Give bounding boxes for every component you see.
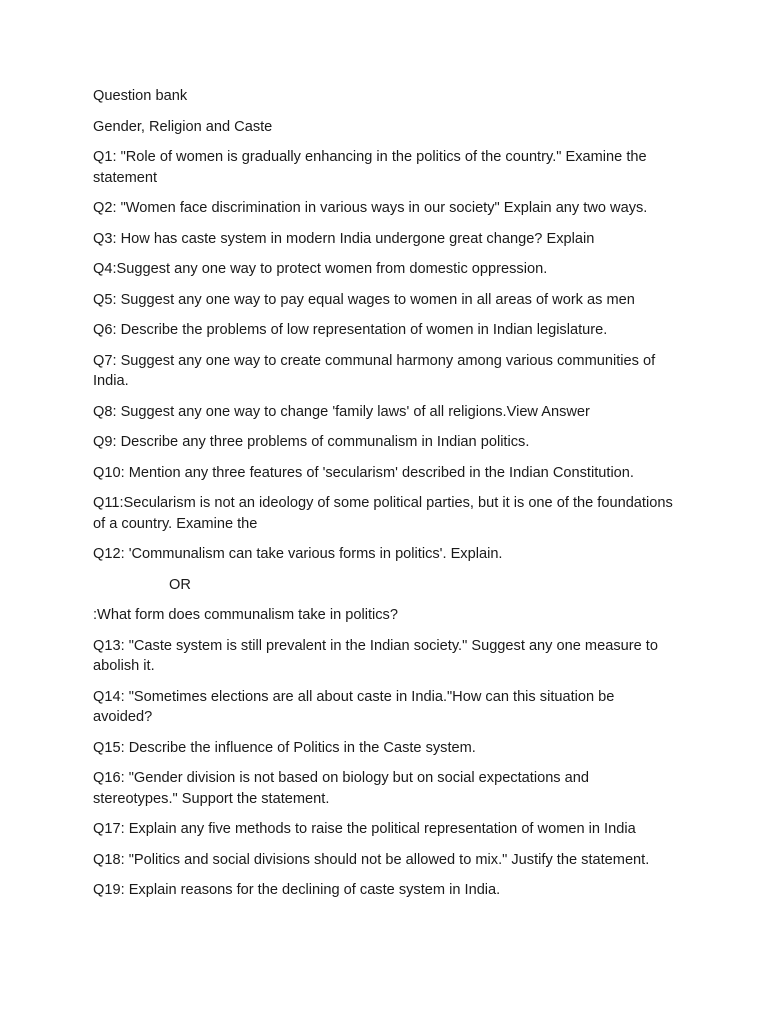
question-q8: Q8: Suggest any one way to change 'family laws' of all religions.View Answer <box>93 403 590 420</box>
question-q6: Q6: Describe the problems of low representation of women in Indian legislature. <box>93 322 608 338</box>
question-q16: Q16: "Gender division is not based on biology but on social expectations and stereotypes." Support the statement. <box>93 770 590 807</box>
question-q18: Q18: "Politics and social divisions should not be allowed to mix." Justify the statement. <box>93 851 650 868</box>
or-separator: OR <box>169 576 191 593</box>
question-q2: Q2: "Women face discrimination in various ways in our society" Explain any two ways. <box>93 200 648 216</box>
question-q9: Q9: Describe any three problems of communalism in Indian politics. <box>93 434 530 450</box>
document-heading: Question bank <box>93 88 188 104</box>
question-q17: Q17: Explain any five methods to raise the political representation of women in India <box>93 821 636 837</box>
question-q4: Q4:Suggest any one way to protect women from domestic oppression. <box>93 261 548 277</box>
question-q19: Q19: Explain reasons for the declining of caste system in India. <box>93 882 501 898</box>
question-q11: Q11:Secularism is not an ideology of some political parties, but it is one of the foundations of a country. Examine the <box>93 495 673 532</box>
document-body <box>93 86 673 911</box>
question-q14: Q14: "Sometimes elections are all about caste in India."How can this situation be avoided? <box>93 688 615 725</box>
question-q10: Q10: Mention any three features of 'secularism' described in the Indian Constitution. <box>93 464 634 481</box>
question-q15: Q15: Describe the influence of Politics in the Caste system. <box>93 739 476 756</box>
document-subheading: Gender, Religion and Caste <box>93 118 273 135</box>
question-q12-alt: :What form does communalism take in politics? <box>93 607 398 623</box>
question-q13: Q13: "Caste system is still prevalent in the Indian society." Suggest any one measure to abolish it. <box>93 637 658 674</box>
question-q7: Q7: Suggest any one way to create communal harmony among various communities of India. <box>93 352 656 389</box>
question-q12: Q12: 'Communalism can take various forms in politics'. Explain. <box>93 546 503 562</box>
question-q3: Q3: How has caste system in modern India undergone great change? Explain <box>93 230 595 247</box>
question-q1: Q1: "Role of women is gradually enhancing in the politics of the country." Examine the statement <box>93 149 647 186</box>
question-q5: Q5: Suggest any one way to pay equal wages to women in all areas of work as men <box>93 291 635 308</box>
